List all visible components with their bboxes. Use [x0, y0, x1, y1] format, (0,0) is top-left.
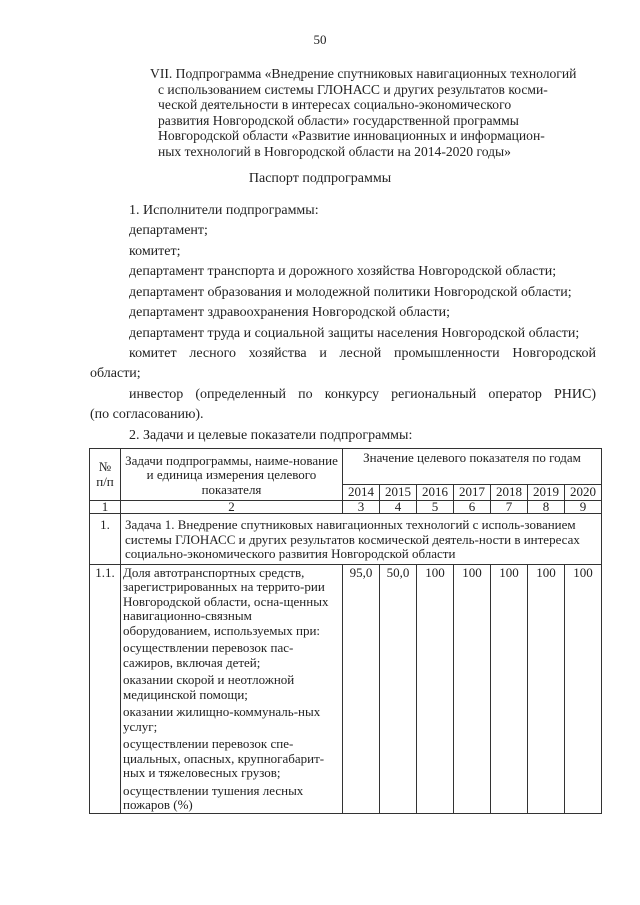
executor-investor: инвестор (определенный по конкурсу региональный оператор РНИС): [129, 387, 596, 402]
indicator-text: [121, 564, 343, 813]
column-number: 9: [565, 501, 602, 514]
indicator-paragraph: Доля автотранспортных средств, зарегистрированных на террито-рии Новгородской области, осна-щенных навигационно-связным оборудованием, используемых при:: [123, 564, 329, 638]
indicator-paragraph: осуществлении тушения лесных пожаров (%): [123, 782, 304, 812]
indicator-number: 1.1.: [90, 564, 121, 813]
header-values-title: Значение целевого показателя по годам: [343, 449, 602, 485]
executor-forestry: комитет лесного хозяйства и лесной промышленности Новгородской: [129, 346, 596, 361]
column-numbers-row: [90, 501, 602, 514]
column-number: 2: [121, 501, 343, 514]
executors-heading: 1. Исполнители подпрограммы:: [129, 203, 319, 218]
year-cell: 2020: [565, 485, 602, 501]
table-header-row: [90, 449, 602, 485]
indicator-value: 100: [491, 564, 528, 813]
indicator-value: 100: [454, 564, 491, 813]
task-text: Задача 1. Внедрение спутниковых навигационных технологий с исполь-зованием системы ГЛОНАСС и других результатов космической деятель-ности в интересах социально-экономического развития Новгородской области: [121, 514, 602, 565]
page-number: 50: [313, 32, 327, 47]
executor-investor-cont: (по согласованию).: [90, 407, 204, 422]
tasks-table: [89, 448, 602, 814]
section-title-line: ных технологий в Новгородской области на 2014-2020 годы»: [158, 143, 511, 159]
indicator-value: 50,0: [380, 564, 417, 813]
section-title-line: с использованием системы ГЛОНАСС и других результатов косми-: [158, 81, 548, 97]
indicator-value: 100: [528, 564, 565, 813]
column-number: 6: [454, 501, 491, 514]
indicator-paragraph: осуществлении перевозок спе-циальных, опасных, крупногабарит-ных и тяжеловесных грузов;: [123, 736, 325, 780]
tasks-heading: 2. Задачи и целевые показатели подпрограммы:: [129, 428, 413, 443]
header-num: № п/п: [90, 449, 121, 501]
executor-item: департамент труда и социальной защиты населения Новгородской области;: [129, 326, 580, 341]
indicator-value: 100: [565, 564, 602, 813]
indicator-value: 100: [417, 564, 454, 813]
section-title-line: VII. Подпрограмма «Внедрение спутниковых навигационных технологий: [150, 66, 577, 81]
indicator-value: 95,0: [343, 564, 380, 813]
year-cell: 2017: [454, 485, 491, 501]
section-title-line: развития Новгородской области» государственной программы: [158, 112, 519, 128]
column-number: 7: [491, 501, 528, 514]
section-title-line: Новгородской области «Развитие инновационных и информацион-: [158, 128, 545, 143]
column-number: 5: [417, 501, 454, 514]
passport-title: Паспорт подпрограммы: [248, 171, 392, 186]
column-number: 1: [90, 501, 121, 514]
task-row: [90, 514, 602, 565]
indicator-paragraph: оказании жилищно-коммуналь-ных услуг;: [123, 704, 321, 734]
section-title: [150, 66, 595, 159]
column-number: 8: [528, 501, 565, 514]
executor-item: департамент здравоохранения Новгородской области;: [129, 305, 450, 320]
year-cell: 2016: [417, 485, 454, 501]
executor-forestry-cont: области;: [90, 366, 141, 381]
section-title-line: ческой деятельности в интересах социально-экономического: [158, 97, 512, 112]
column-number: 3: [343, 501, 380, 514]
year-cell: 2019: [528, 485, 565, 501]
year-cell: 2015: [380, 485, 417, 501]
indicator-paragraph: оказании скорой и неотложной медицинской помощи;: [123, 672, 295, 702]
executor-item: комитет;: [129, 244, 181, 259]
year-cell: 2014: [343, 485, 380, 501]
indicator-paragraph: осуществлении перевозок пас-сажиров, включая детей;: [123, 640, 294, 670]
indicator-row: [90, 564, 602, 813]
header-task: Задачи подпрограммы, наиме-нование и единица измерения целевого показателя: [121, 449, 343, 501]
task-number: 1.: [90, 514, 121, 565]
column-number: 4: [380, 501, 417, 514]
executor-item: департамент транспорта и дорожного хозяйства Новгородской области;: [129, 264, 557, 279]
executor-item: департамент образования и молодежной политики Новгородской области;: [129, 285, 572, 300]
year-cell: 2018: [491, 485, 528, 501]
executor-item: департамент;: [129, 223, 208, 238]
